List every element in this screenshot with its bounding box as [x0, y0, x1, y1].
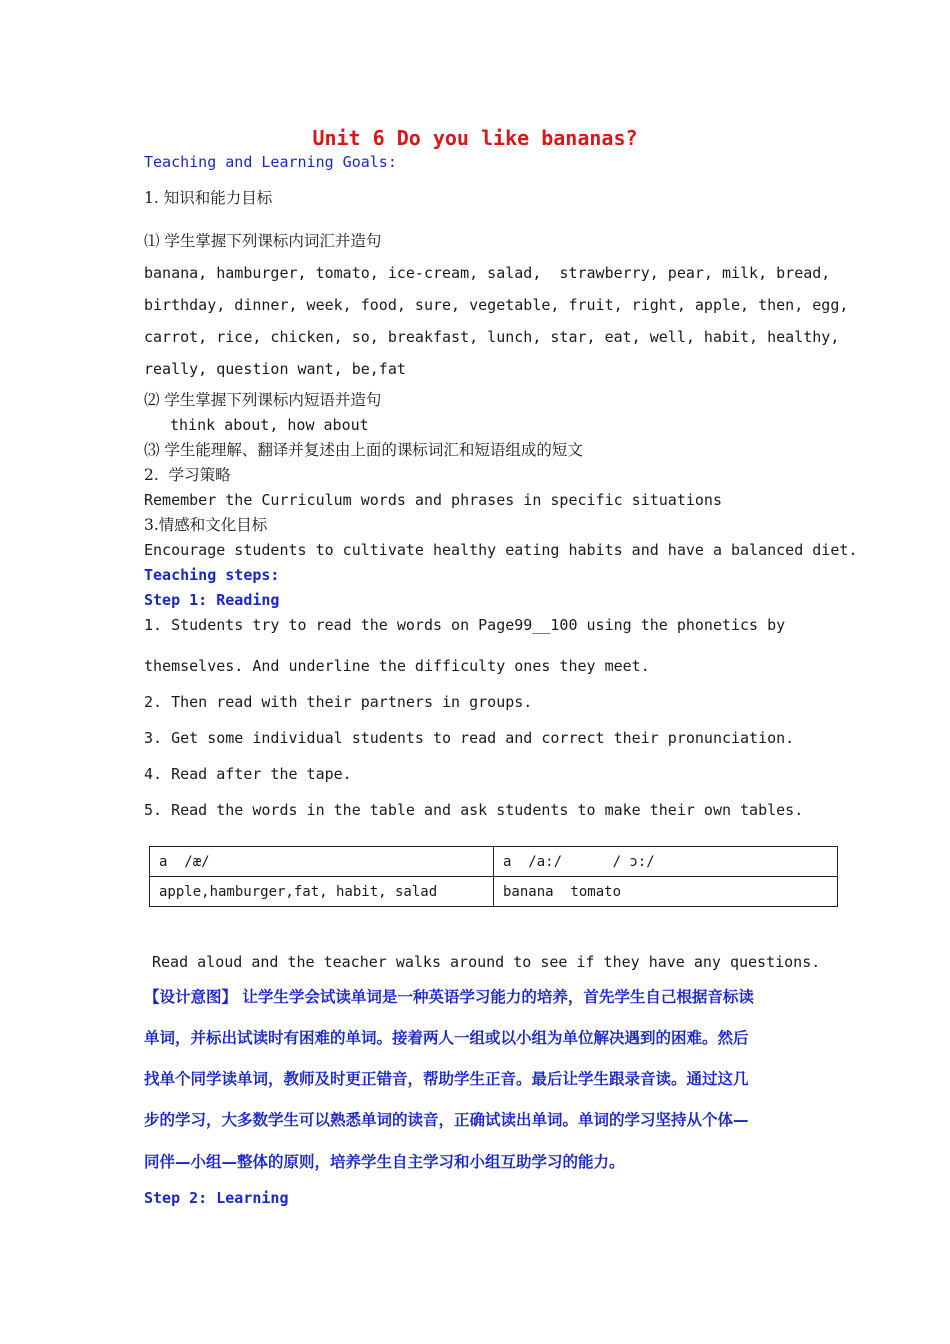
after-table-text: Read aloud and the teacher walks around to see if they have any questions. [152, 953, 821, 971]
vocab-line: banana, hamburger, tomato, ice-cream, salad, strawberry, pear, milk, bread, [144, 264, 831, 282]
table-row [150, 877, 838, 907]
phonetic-table [149, 846, 838, 907]
goals-heading: Teaching and Learning Goals: [144, 153, 397, 171]
design-intent-line [144, 988, 754, 1006]
step1-item: themselves. And underline the difficulty ones they meet. [144, 657, 650, 675]
goal1-sub3: ⑶ 学生能理解、翻译并复述由上面的课标词汇和短语组成的短文 [144, 441, 583, 459]
step1-item: 1. Students try to read the words on Page99__100 using the phonetics by [144, 616, 786, 634]
design-intent-line: 单词，并标出试读时有困难的单词。接着两人一组或以小组为单位解决遇到的困难。然后 [144, 1029, 749, 1047]
step1-item: 5. Read the words in the table and ask students to make their own tables. [144, 801, 804, 819]
step1-item: 4. Read after the tape. [144, 765, 352, 783]
steps-heading: Teaching steps: [144, 566, 280, 584]
phrases: think about, how about [170, 416, 369, 434]
goal1-heading: 1. 知识和能力目标 [144, 189, 273, 207]
unit-title: Unit 6 Do you like bananas? [312, 126, 638, 150]
goal3-text: Encourage students to cultivate healthy eating habits and have a balanced diet. [144, 541, 858, 559]
goal1-sub2: ⑵ 学生掌握下列课标内短语并造句 [144, 391, 382, 409]
design-intent-line: 找单个同学读单词，教师及时更正错音，帮助学生正音。最后让学生跟录音读。通过这几 [144, 1070, 749, 1088]
step1-item: 2. Then read with their partners in groups. [144, 693, 533, 711]
goal2-text: Remember the Curriculum words and phrases in specific situations [144, 491, 722, 509]
table-header-cell: a /æ/ [150, 847, 494, 877]
table-cell: banana tomato [494, 877, 838, 907]
vocab-line: birthday, dinner, week, food, sure, vegetable, fruit, right, apple, then, egg, [144, 296, 849, 314]
goal1-sub1: ⑴ 学生掌握下列课标内词汇并造句 [144, 232, 382, 250]
step2-heading: Step 2: Learning [144, 1189, 289, 1207]
design-intent-line: 同伴—小组—整体的原则，培养学生自主学习和小组互助学习的能力。 [144, 1153, 625, 1171]
vocab-line: carrot, rice, chicken, so, breakfast, lunch, star, eat, well, habit, healthy, [144, 328, 840, 346]
vocab-line: really, question want, be,fat [144, 360, 406, 378]
table-cell: apple,hamburger,fat, habit, salad [150, 877, 494, 907]
table-header-cell: a /a:/ / ɔ:/ [494, 847, 838, 877]
table-row [150, 847, 838, 877]
goal2-heading: 2. 学习策略 [144, 466, 231, 484]
step1-item: 3. Get some individual students to read and correct their pronunciation. [144, 729, 795, 747]
design-intent-line: 步的学习，大多数学生可以熟悉单词的读音，正确试读出单词。单词的学习坚持从个体— [144, 1111, 749, 1129]
step1-heading: Step 1: Reading [144, 591, 280, 609]
goal3-heading: 3.情感和文化目标 [144, 516, 268, 534]
design-intent-text: 【设计意图】 让学生学会试读单词是一种英语学习能力的培养，首先学生自己根据音标读 [144, 988, 754, 1006]
